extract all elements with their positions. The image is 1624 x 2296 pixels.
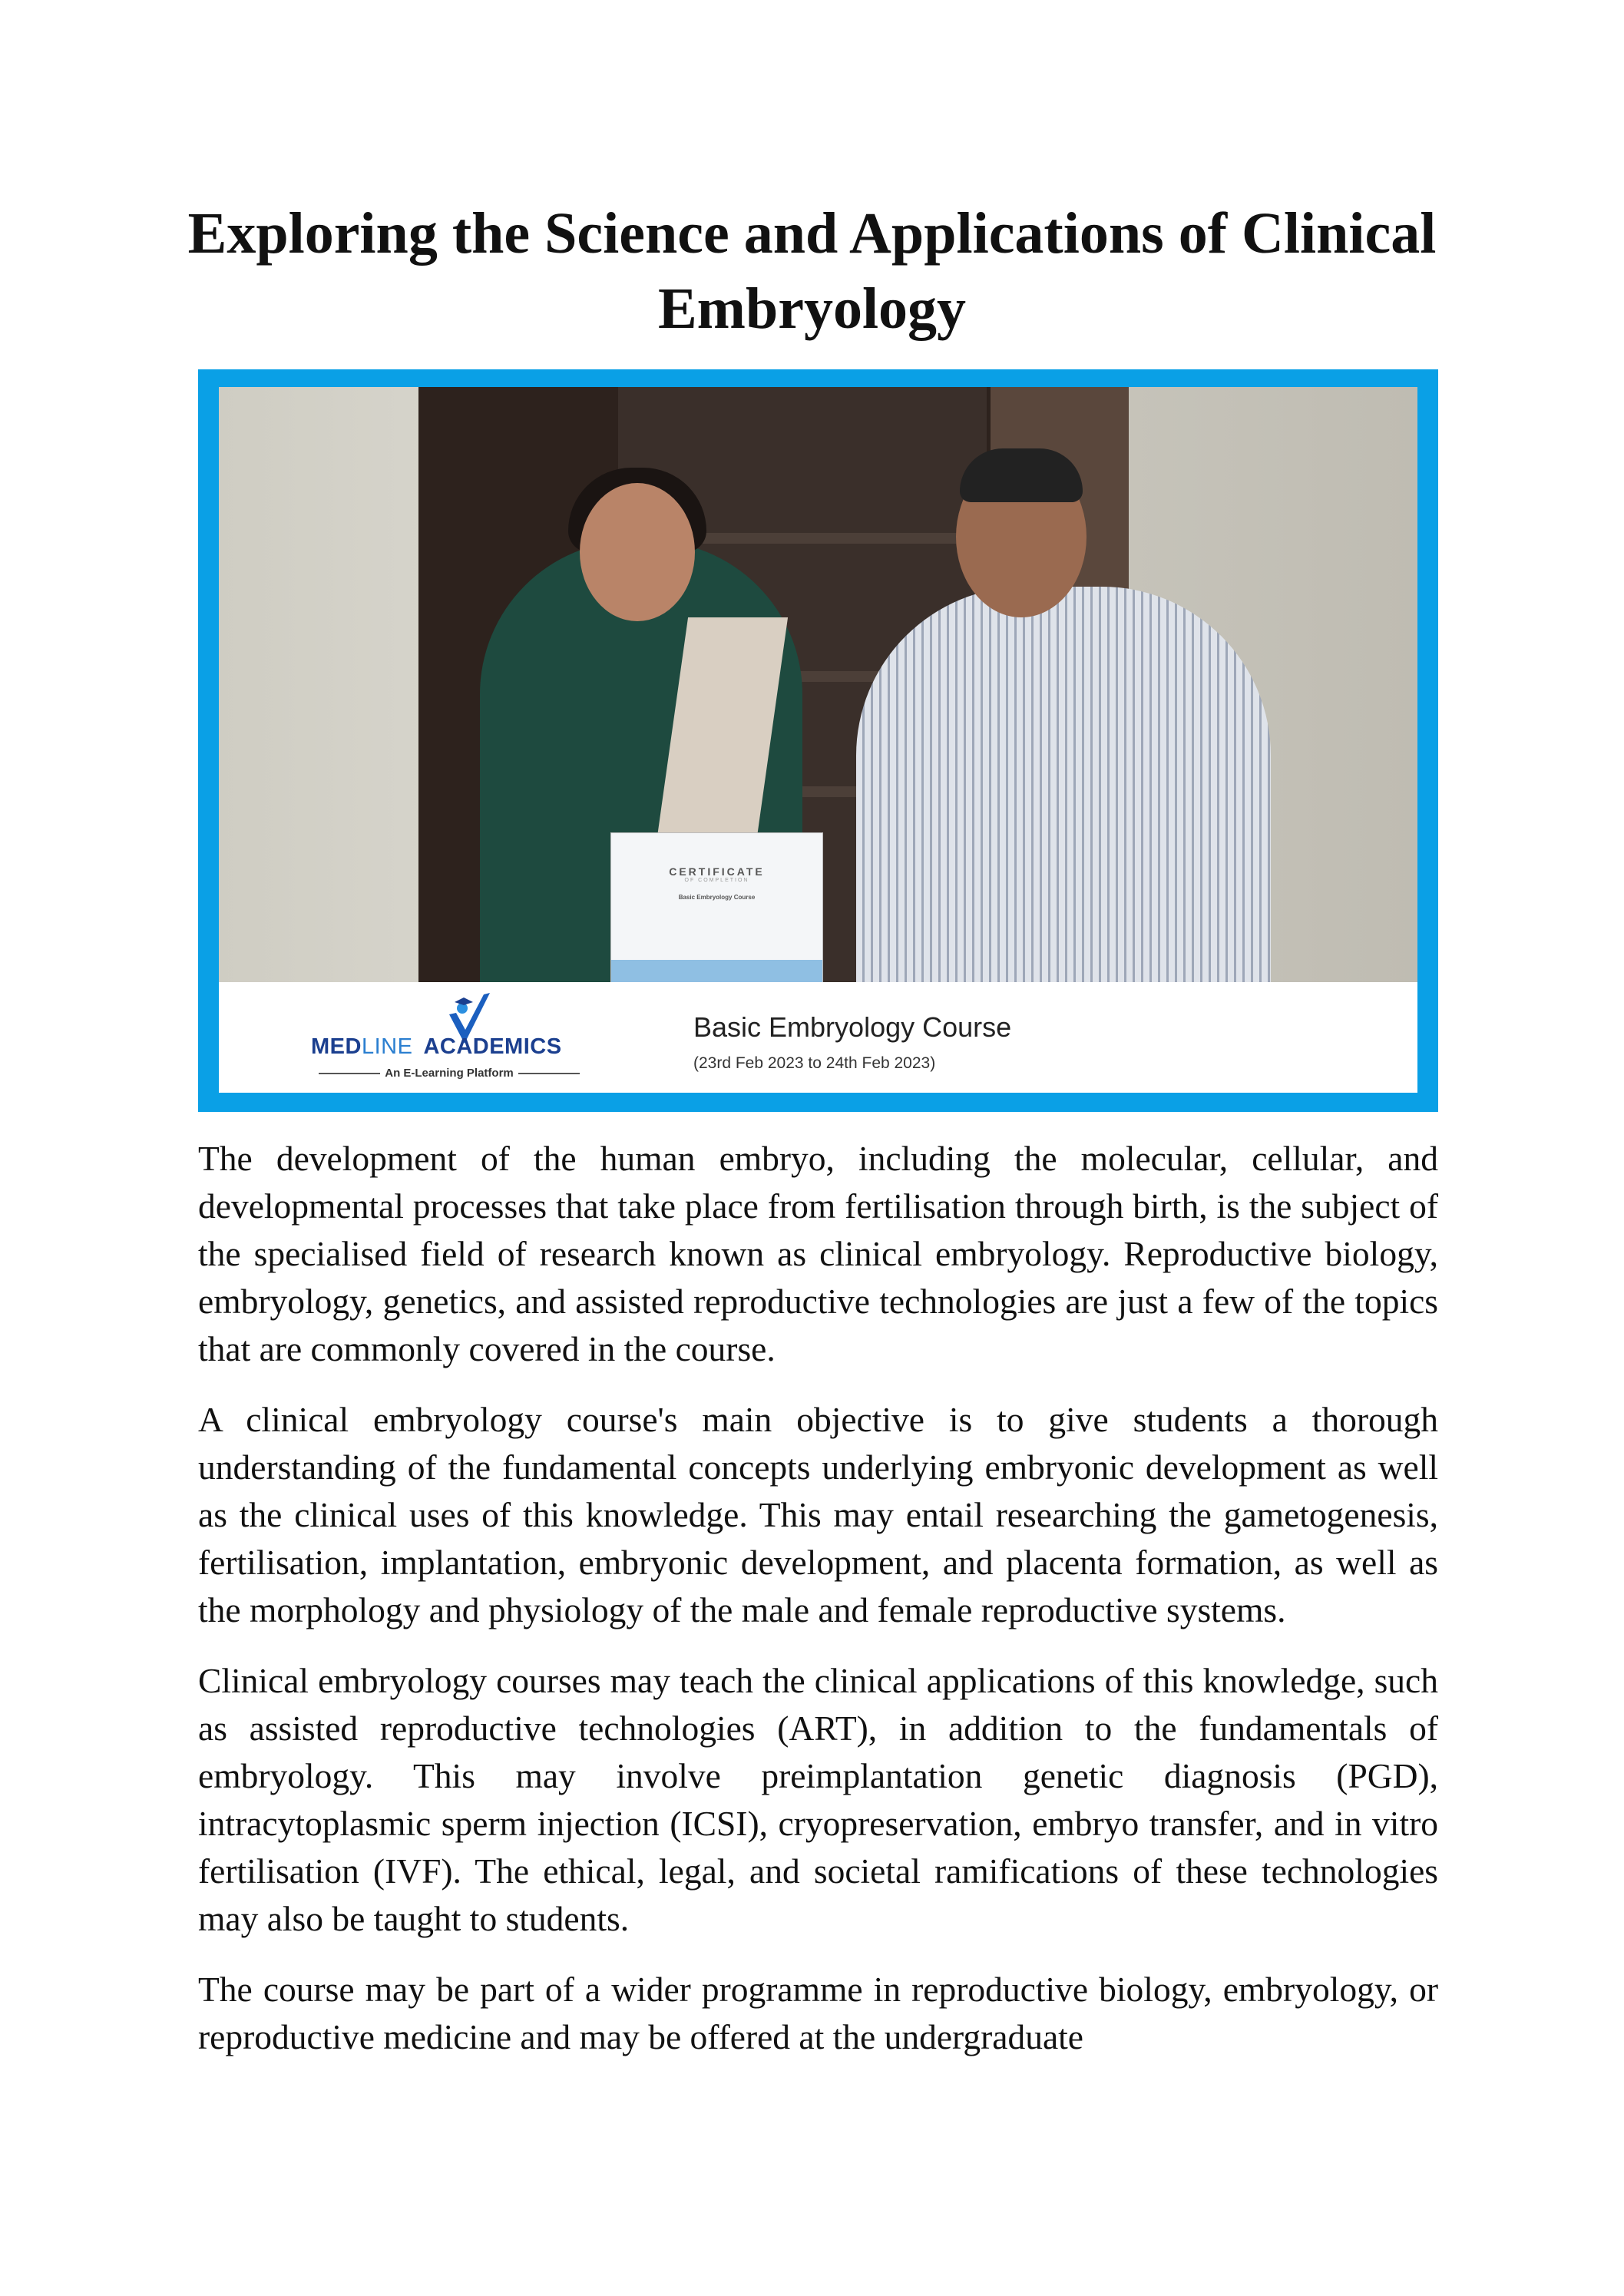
woman-face bbox=[580, 483, 695, 621]
course-dates: (23rd Feb 2023 to 24th Feb 2023) bbox=[693, 1054, 936, 1072]
medline-academics-logo bbox=[311, 991, 603, 1083]
paragraph: Clinical embryology courses may teach the clinical applications of this knowledge, such as assisted reproductive technologies (ART), in addition to the fundamentals of embryology. This may involve preimplantation genetic diagnosis (PGD), intracytoplasmic sperm injection (ICSI), cryopreservation, embryo transfer, and in vitro fertilisation (IVF). The ethical, legal, and societal ramifications of these technologies may also be taught to students. bbox=[198, 1661, 1438, 1938]
paragraph: The development of the human embryo, including the molecular, cellular, and developmental processes that take place from fertilisation through birth, is the subject of the specialised field of research known as clinical embryology. Reproductive biology, embryology, genetics, and assisted reproductive technologies are just a few of the topics that are commonly covered in the course. bbox=[198, 1139, 1438, 1368]
logo-tagline: An E-Learning Platform bbox=[311, 1067, 587, 1080]
article-body bbox=[198, 1135, 1438, 2084]
paragraph: A clinical embryology course's main objective is to give students a thorough understanding of the fundamental concepts underlying embryonic development as well as the clinical uses of this knowledge. This may entail researching the gametogenesis, fertilisation, implantation, embryonic development, and placenta formation, as well as the morphology and physiology of the male and female reproductive systems. bbox=[198, 1400, 1438, 1629]
course-title: Basic Embryology Course bbox=[693, 1011, 1012, 1043]
certificate-subheading: OF COMPLETION bbox=[684, 878, 749, 883]
certificate-band bbox=[611, 960, 822, 982]
certificate-course: Basic Embryology Course bbox=[678, 894, 756, 901]
logo-wordmark bbox=[311, 1034, 562, 1060]
course-photo-figure bbox=[198, 369, 1438, 1112]
man-hair bbox=[960, 448, 1083, 502]
course-banner bbox=[219, 982, 1417, 1093]
certificate-presentation-photo bbox=[219, 387, 1417, 982]
page-title: Exploring the Science and Applications of Clinical Embryology bbox=[187, 201, 1437, 341]
logo-word-academics: ACADEMICS bbox=[423, 1034, 562, 1059]
paragraph: The course may be part of a wider programme in reproductive biology, embryology, or reproductive medicine and may be offered at the undergraduate bbox=[198, 1970, 1438, 2056]
man-figure bbox=[856, 587, 1271, 982]
certificate-heading: CERTIFICATE bbox=[669, 865, 765, 878]
certificate bbox=[610, 832, 823, 982]
logo-word-med: MED bbox=[311, 1034, 362, 1059]
logo-word-line: LINE bbox=[361, 1034, 413, 1059]
